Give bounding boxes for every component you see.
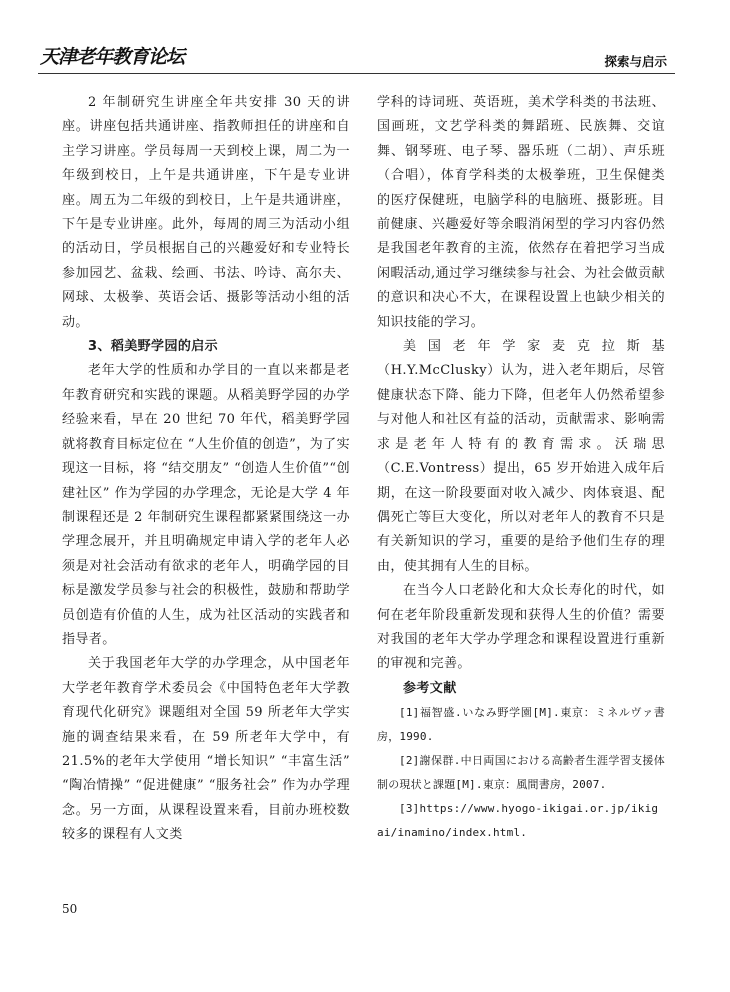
body-paragraph: 学科的诗词班、英语班，美术学科类的书法班、国画班，文艺学科类的舞蹈班、民族舞、交谊舞、钢琴班、电子琴、器乐班（二胡）、声乐班（合唱），体育学科类的太极拳班，卫生保健类的医疗保健班，电脑学科的电脑班、摄影班。目前健康、兴趣爱好等余暇消闲型的学习内容仍然是我国老年教育的主流，依然存在着把学习当成闲暇活动,通过学习继续参与社会、为社会做贡献的意识和决心不大，在课程设置上也缺少相关的知识技能的学习。 bbox=[377, 95, 665, 330]
body-paragraph: 老年大学的性质和办学目的一直以来都是老年教育研究和实践的课题。从稻美野学园的办学经验来看，早在 20 世纪 70 年代，稻美野学园就将教育目标定位在 “人生价值的创造”，为了实现这一目标，将 “结交朋友” “创造人生价值”“创建社区” 作为学园的办学理念，无论是大学 4 年制课程还是 2 年制研究生课程都紧紧围绕这一办学理念展开，并且明确规定申请入学的老年人必须是对社会活动有欲求的老年人，明确学园的目标是激发学员参与社会的积极性，鼓励和帮助学员创造有价值的人生，成为社区活动的实践者和指导者。 bbox=[62, 363, 350, 647]
references-heading: 参考文献 bbox=[403, 680, 457, 696]
journal-logo: 天津老年教育论坛 bbox=[40, 46, 185, 68]
page-number: 50 bbox=[62, 902, 78, 916]
reference-item: [1]福智盛.いなみ野学園[M].東京：ミネルヴァ書房，1990. bbox=[377, 706, 665, 744]
body-paragraph: 美国老年学家麦克拉斯基（H.Y.McClusky）认为，进入老年期后，尽管健康状态下降、能力下降，但老年人仍然希望参与对他人和社区有益的活动，贡献需求、影响需求是老年人特有的教育需求。沃瑞思（C.E.Vontress）提出，65 岁开始进入成年后期，在这一阶段要面对收入减少、肉体衰退、配偶死亡等巨大变化，所以对老年人的教育不只是有关新知识的学习，重要的是给予他们生存的理由，使其拥有人生的目标。 bbox=[377, 339, 665, 574]
section-label: 探索与启示 bbox=[604, 54, 667, 69]
section-heading: 3、稻美野学园的启示 bbox=[88, 339, 219, 355]
page-header bbox=[38, 42, 675, 74]
body-paragraph: 2 年制研究生讲座全年共安排 30 天的讲座。讲座包括共通讲座、指教师担任的讲座和自主学习讲座。学员每周一天到校上课，周二为一年级到校日，上午是共通讲座，下午是专业讲座。周五为二年级的到校日，上午是共通讲座，下午是专业讲座。此外，每周的周三为活动小组的活动日，学员根据自己的兴趣爱好和专业特长参加园艺、盆栽、绘画、书法、吟诗、高尔夫、网球、太极拳、英语会话、摄影等活动小组的活动。 bbox=[62, 95, 350, 330]
right-column bbox=[377, 91, 665, 845]
reference-item: [3]https://www.hyogo-ikigai.or.jp/ikigai/inamino/index.html. bbox=[377, 802, 659, 840]
header-rule bbox=[38, 73, 675, 74]
reference-item: [2]謝保群.中日両国における高齢者生涯学習支援体制の現状と課題[M].東京：風間書房，2007. bbox=[377, 754, 665, 792]
left-column bbox=[62, 91, 350, 848]
body-paragraph: 关于我国老年大学的办学理念，从中国老年大学老年教育学术委员会《中国特色老年大学教育现代化研究》课题组对全国 59 所老年大学实施的调查结果来看，在 59 所老年大学中，有 21.5%的老年大学使用 “增长知识” “丰富生活” “陶冶情操” “促进健康” “服务社会” 作为办学理念。另一方面，从课程设置来看，目前办班校数较多的课程有人文类 bbox=[62, 656, 350, 843]
body-paragraph: 在当今人口老龄化和大众长寿化的时代，如何在老年阶段重新发现和获得人生的价值？需要对我国的老年大学办学理念和课程设置进行重新的审视和完善。 bbox=[377, 583, 665, 672]
